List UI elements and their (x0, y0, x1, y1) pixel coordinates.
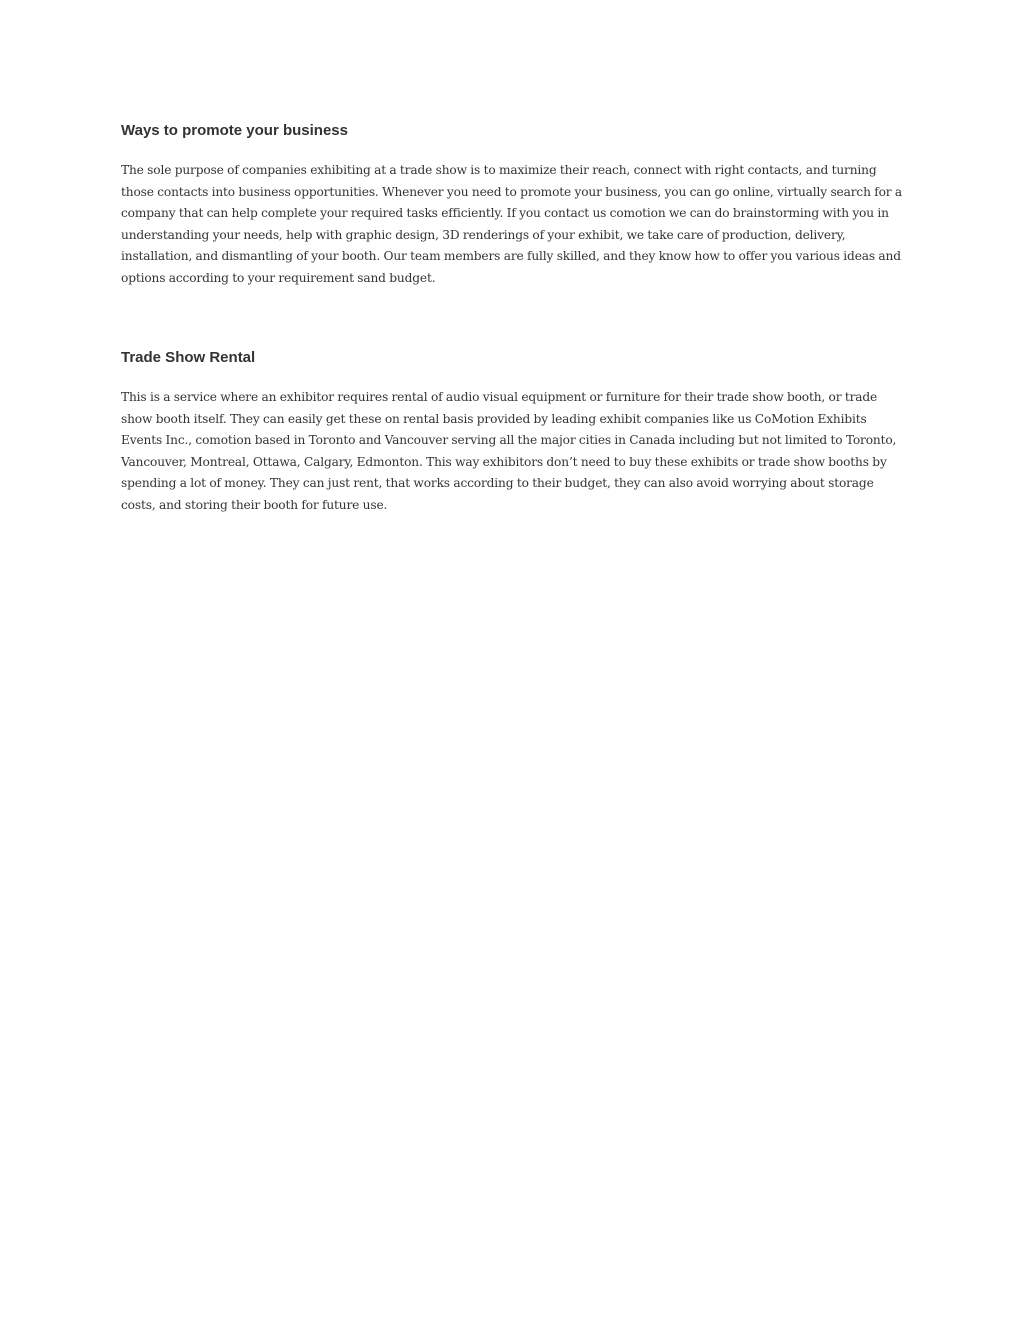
section-heading: Trade Show Rental (121, 349, 256, 366)
section-trade-show-rental (121, 348, 906, 516)
section-promote-business (121, 121, 906, 289)
section-paragraph: This is a service where an exhibitor requires rental of audio visual equipment or furniture for their trade show booth, or trade show booth itself. They can easily get these on rental basis provided by leading exhibit companies like us CoMotion Exhibits Events Inc., comotion based in Toronto and Vancouver serving all the major cities in Canada including but not limited to Toronto, Vancouver, Montreal, Ottawa, Calgary, Edmonton. This way exhibitors don’t need to buy these exhibits or trade show booths by spending a lot of money. They can just rent, that works according to their budget, they can also avoid worrying about storage costs, and storing their booth for future use. (121, 390, 897, 512)
section-paragraph: The sole purpose of companies exhibiting at a trade show is to maximize their reach, connect with right contacts, and turning those contacts into business opportunities. Whenever you need to promote your business, you can go online, virtually search for a company that can help complete your required tasks efficiently. If you contact us comotion we can do brainstorming with you in understanding your needs, help with graphic design, 3D renderings of your exhibit, we take care of production, delivery, installation, and dismantling of your booth. Our team members are fully skilled, and they know how to offer you various ideas and options according to your requirement sand budget. (121, 163, 902, 285)
section-heading: Ways to promote your business (121, 122, 348, 139)
